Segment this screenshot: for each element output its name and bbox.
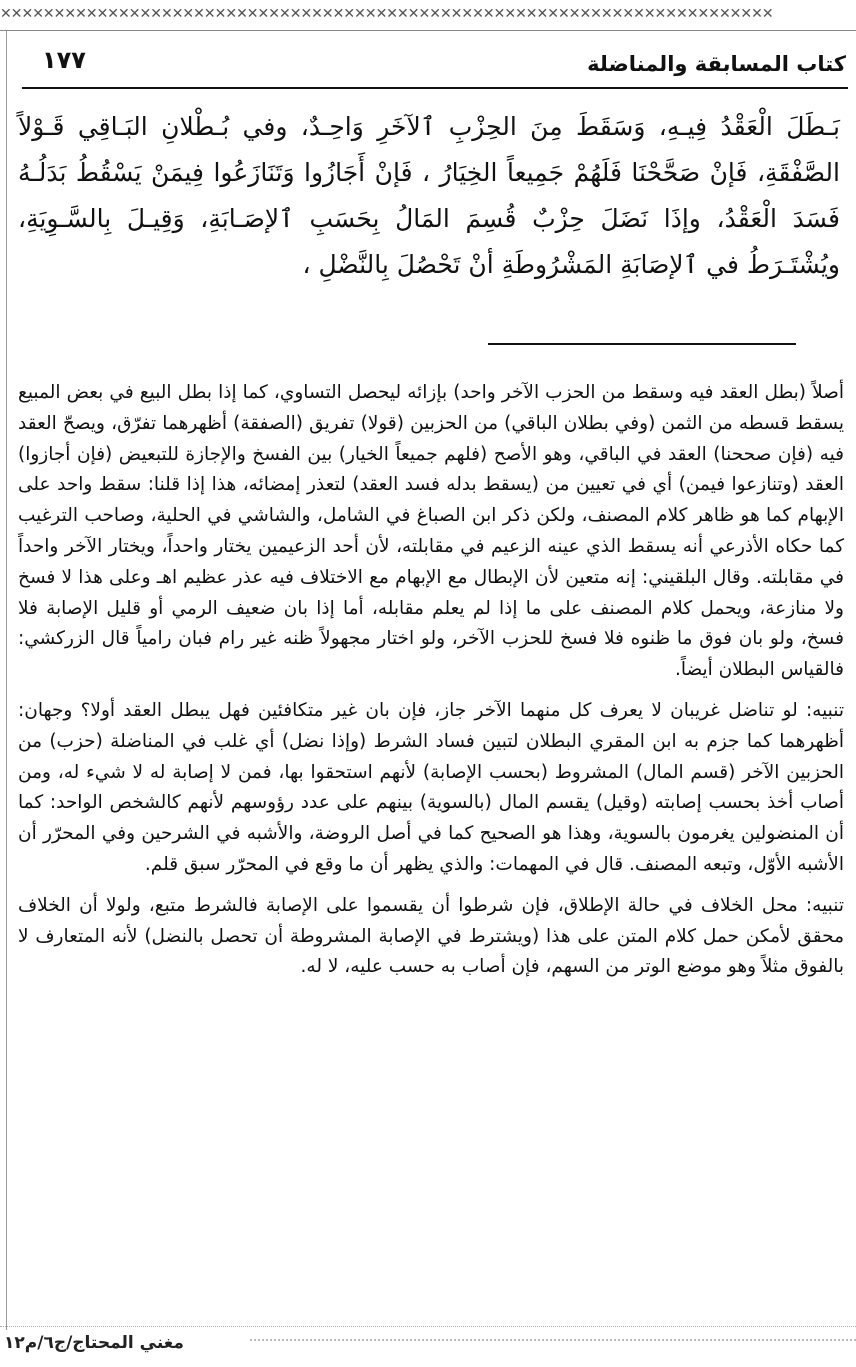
left-frame-border [0, 30, 7, 1330]
section-separator [488, 343, 796, 345]
commentary-paragraph: أصلاً (بطل العقد فيه وسقط من الحزب الآخر واحد) بإزائه ليحصل التساوي، كما إذا بطل البيع في بعض المبيع يسقط قسطه من الثمن (وفي بطلان الباقي) من الحزبين (قولا) تفريق (الصفقة) أظهرهما تفرّق، ويصحّ العقد فيه (فإن صححنا) العقد في الباقي، وهو الأصح (فلهم جميعاً الخيار) بين الفسخ والإجازة للتبعيض (فإن أجازوا) العقد (وتنازعوا فيمن) أي في تعيين من (يسقط بدله فسد العقد) لتعذر إمضائه، هذا إذا قلنا: سقط واحد على الإبهام كما هو ظاهر كلام المصنف، ولكن ذكر ابن الصباغ في الشامل، والشاشي في الحلية، وصاحب الترغيب كما حكاه الأذرعي أنه يسقط الذي عينه الزعيم في مقابلته، لأن أحد الزعيمين يختار واحداً، ويختار الآخر واحداً في مقابلته. وقال البلقيني: إنه متعين لأن الإبطال مع الإبهام مع الاختلاف فيه عذر عظيم اهـ وعلى هذا لا فسخ ولا منازعة، ويحمل كلام المصنف على ما إذا لم يعلم مقابله، أما إذا بان ضعيف الرمي أو قليل الإصابة فلا فسخ، ولو بان فوق ما ظنوه فلا فسخ للحزب الآخر، ولو اختار مجهولاً ظنه غير رام فبان رامياً قال الزركشي: فالقياس البطلان أيضاً. [18, 382, 844, 681]
main-text-paragraph: بَـطَلَ الْعَقْدُ فِيـهِ، وَسَقَطَ مِنَ الحِزْبِ ٱلآخَرِ وَاحِـدٌ، وفي بُـطْلانِ البَـاقِي قَـوْلاً الصَّفْقَةِ، فَإنْ صَحَّحْنَا فَلَهُمْ جَمِيعاً الخِيَارُ ، فَإنْ أَجَازُوا وَتَنَازَعُوا فِيمَنْ يَسْقُطُ بَدَلُـهُ فَسَدَ الْعَقْدُ، وإذَا نَضَلَ حِزْبٌ قُسِمَ المَالُ بِحَسَبِ ٱلإصَـابَةِ، وَقِيـلَ بِالسَّـوِيَةِ، ويُشْتَـرَطُ في ٱلإصَابَةِ المَشْرُوطَةِ أنْ تَحْصُلَ بِالنَّضْلِ ، [18, 112, 840, 279]
page-number: ١٧٧ [42, 46, 86, 74]
page-header [20, 44, 846, 84]
footer-dotted-border [250, 1339, 856, 1351]
book-title: كتاب المسابقة والمناضلة [587, 52, 846, 76]
top-ornament-border: ✕✕✕✕✕✕✕✕✕✕✕✕✕✕✕✕✕✕✕✕✕✕✕✕✕✕✕✕✕✕✕✕✕✕✕✕✕✕✕✕✕✕✕✕✕✕✕✕✕✕✕✕✕✕✕✕✕✕✕✕✕✕✕✕✕✕✕✕✕✕✕✕ [0, 0, 856, 31]
header-rule [22, 87, 848, 89]
main-text [18, 104, 840, 288]
commentary-paragraph: تنبيه: لو تناضل غريبان لا يعرف كل منهما الآخر جاز، فإن بان غير متكافئين فهل يبطل العقد أولا؟ وجهان: أظهرهما كما جزم به ابن المقري البطلان لتبين فساد الشرط (وإذا نضل) أي غلب في المناضلة (حزب) من الحزبين الآخر (قسم المال) المشروط (بحسب الإصابة) لأنهم استحقوا بها، فمن لا إصابة له لا شيء له، ومن أصاب أخذ بحسب إصابته (وقيل) يقسم المال (بالسوية) بينهم على عدد رؤوسهم لأنهم كالشخص الواحد: كما أن المنضولين يغرمون بالسوية، وهذا هو الصحيح كما في أصل الروضة، والأشبه في الشرحين وفي المحرّر أن الأشبه الأوّل، وتبعه المصنف. قال في المهمات: والذي يظهر أن ما وقع في المحرّر سبق قلم. [18, 699, 844, 875]
commentary [18, 378, 844, 993]
printer-signature: مغني المحتاج/ج٦/م١٢ [4, 1333, 184, 1353]
page-footer [0, 1326, 856, 1367]
commentary-paragraph: تنبيه: محل الخلاف في حالة الإطلاق، فإن شرطوا أن يقسموا على الإصابة فالشرط متبع، ولولا أن الخلاف محقق لأمكن حمل كلام المتن على هذا (ويشترط في الإصابة المشروطة أن تحصل بالنضل) لأنه المتعارف لا بالفوق مثلاً وهو موضع الوتر من السهم، فإن أصاب به حسب عليه، لا له. [18, 894, 844, 978]
